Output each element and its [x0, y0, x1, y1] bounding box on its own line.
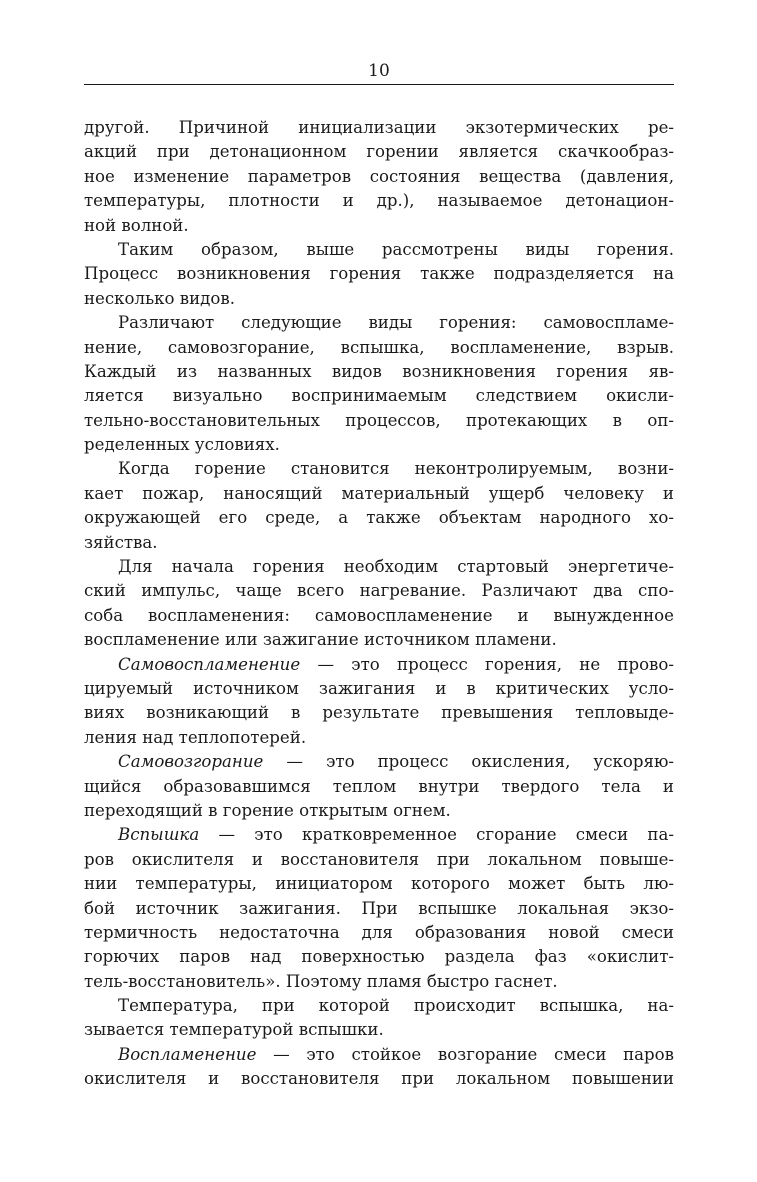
text-line: зяйства. [84, 532, 158, 552]
text-line: горючих паров над поверхностью раздела фаз «окислит- [84, 947, 674, 967]
text-line [84, 750, 674, 774]
text-line: щийся образовавшимся теплом внутри твердого тела и [84, 776, 674, 796]
text-line: Температура, при которой происходит вспышка, на- [118, 996, 674, 1016]
text-line [84, 653, 674, 677]
text-line: акций при детонационном горении является скачкообраз- [84, 142, 674, 162]
text-line: окружающей его среде, а также объектам народного хо- [84, 508, 674, 528]
text-line: термичность недостаточна для образования новой смеси [84, 922, 674, 942]
text-line: переходящий в горение открытым огнем. [84, 800, 451, 820]
text-line: температуры, плотности и др.), называемое детонацион- [84, 191, 674, 211]
text-line: ления над теплопотерей. [84, 727, 307, 747]
page-number: 10 [368, 61, 390, 81]
paragraph [84, 994, 674, 1043]
text-line: несколько видов. [84, 288, 235, 308]
defined-term: Вспышка [118, 825, 200, 845]
definition-paragraph [84, 750, 674, 823]
text-line [84, 823, 674, 847]
paragraph [84, 116, 674, 238]
definition-text: — это процесс горения, не прово- [300, 654, 674, 674]
text-line: ляется визуально воспринимаемым следствием окисли- [84, 386, 674, 406]
text-line: кает пожар, наносящий материальный ущерб человеку и [84, 483, 674, 503]
text-line: нии температуры, инициатором которого может быть лю- [84, 874, 674, 894]
body-text [84, 116, 674, 1092]
definition-text: — это процесс окисления, ускоряю- [263, 752, 674, 772]
paragraph [84, 238, 674, 311]
text-line: нение, самовозгорание, вспышка, воспламенение, взрыв. [84, 337, 674, 357]
text-line: соба воспламенения: самовоспламенение и вынужденное [84, 605, 674, 625]
text-line: цируемый источником зажигания и в критических усло- [84, 678, 674, 698]
text-line: тель-восстановитель». Поэтому пламя быстро гаснет. [84, 971, 558, 991]
text-line: другой. Причиной инициализации экзотермических ре- [84, 118, 674, 137]
text-line: ский импульс, чаще всего нагревание. Различают два спо- [84, 581, 674, 601]
text-line: Процесс возникновения горения также подразделяется на [84, 264, 674, 284]
defined-term: Самовозгорание [118, 752, 264, 772]
paragraph [84, 555, 674, 653]
text-line: Каждый из названных видов возникновения горения яв- [84, 361, 674, 381]
defined-term: Самовоспламенение [118, 654, 301, 674]
text-line: зывается температурой вспышки. [84, 1020, 384, 1040]
defined-term: Воспламенение [118, 1044, 257, 1064]
text-line: ров окислителя и восстановителя при локальном повыше- [84, 849, 674, 869]
definition-paragraph [84, 653, 674, 751]
text-line: ное изменение параметров состояния вещества (давления, [84, 166, 674, 186]
text-line: Когда горение становится неконтролируемым, возни- [118, 459, 674, 479]
definition-paragraph [84, 1043, 674, 1092]
text-line: бой источник зажигания. При вспышке локальная экзо- [84, 898, 674, 918]
text-line: виях возникающий в результате превышения тепловыде- [84, 703, 674, 723]
definition-text: — это кратковременное сгорание смеси па- [199, 825, 674, 845]
header-rule [84, 84, 674, 85]
text-line: Различают следующие виды горения: самовоспламе- [118, 313, 674, 333]
text-line: ределенных условиях. [84, 435, 280, 455]
text-line: Для начала горения необходим стартовый энергетиче- [118, 557, 674, 577]
text-line: Таким образом, выше рассмотрены виды горения. [118, 239, 674, 259]
text-line: воспламенение или зажигание источником пламени. [84, 630, 557, 650]
paragraph [84, 457, 674, 555]
definition-text: — это стойкое возгорание смеси паров [256, 1044, 674, 1064]
definition-paragraph [84, 823, 674, 994]
text-line [84, 1043, 674, 1067]
text-line: тельно-восстановительных процессов, протекающих в оп- [84, 410, 674, 430]
text-line: окислителя и восстановителя при локальном повышении [84, 1069, 674, 1089]
text-line: ной волной. [84, 215, 189, 235]
paragraph [84, 311, 674, 457]
